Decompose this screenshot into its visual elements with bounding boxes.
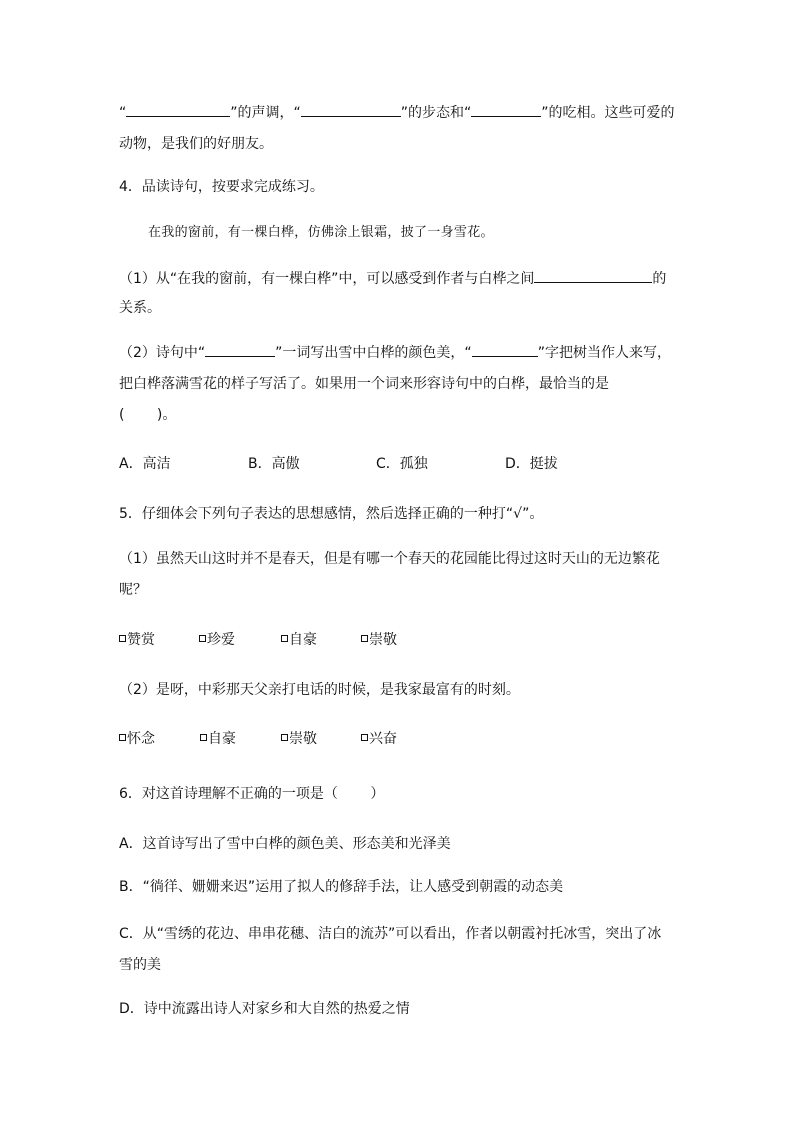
checkbox-icon[interactable] bbox=[281, 635, 288, 642]
q6-option-c-line2[interactable]: 雪的美 bbox=[119, 957, 161, 973]
q5-sub1-line2: 呢？ bbox=[119, 582, 147, 598]
poem-excerpt: 在我的窗前，有一棵白桦，仿佛涂上银霜，披了一身雪花。 bbox=[148, 225, 494, 240]
answer-blank[interactable] bbox=[301, 102, 401, 117]
q5-sub2-choice[interactable] bbox=[200, 729, 236, 749]
answer-blank[interactable] bbox=[205, 342, 275, 357]
checkbox-icon[interactable] bbox=[361, 635, 368, 642]
q5-sub2-line1: （2）是呀，中彩那天父亲打电话的时候，是我家最富有的时刻。 bbox=[119, 682, 520, 698]
checkbox-icon[interactable] bbox=[119, 635, 126, 642]
choice-label: 自豪 bbox=[289, 632, 317, 648]
q4-option-b[interactable]: B．高傲 bbox=[248, 456, 300, 472]
q5-sub1-choice[interactable] bbox=[119, 630, 155, 650]
q4-option-c[interactable]: C．孤独 bbox=[376, 456, 428, 472]
q5-sub2-choice[interactable] bbox=[361, 729, 397, 749]
checkbox-icon[interactable] bbox=[281, 734, 288, 741]
q5-heading: 5．仔细体会下列句子表达的思想感情，然后选择正确的一种打“√”。 bbox=[119, 506, 544, 522]
q3-line1 bbox=[119, 102, 675, 123]
q3-text-a: “ bbox=[119, 105, 127, 121]
checkbox-icon[interactable] bbox=[200, 734, 207, 741]
q6-option-c-line1[interactable]: C．从“雪绣的花边、串串花穗、洁白的流苏”可以看出，作者以朝霞衬托冰雪，突出了冰 bbox=[119, 926, 662, 942]
q4-sub2-text-b: ”一词写出雪中白桦的颜色美，“ bbox=[275, 345, 472, 361]
choice-label: 怀念 bbox=[127, 731, 155, 747]
q3-line2: 动物，是我们的好朋友。 bbox=[119, 136, 273, 152]
q4-sub2-text-a: （2）诗句中“ bbox=[119, 345, 206, 361]
q6-option-d[interactable]: D．诗中流露出诗人对家乡和大自然的热爱之情 bbox=[119, 1001, 410, 1017]
choice-label: 自豪 bbox=[208, 731, 236, 747]
q5-sub2-choice[interactable] bbox=[281, 729, 317, 749]
q6-option-a[interactable]: A．这首诗写出了雪中白桦的颜色美、形态美和光泽美 bbox=[119, 836, 451, 852]
q6-option-b[interactable]: B．“徜徉、姗姗来迟”运用了拟人的修辞手法，让人感受到朝霞的动态美 bbox=[119, 879, 564, 895]
choice-label: 珍爱 bbox=[207, 632, 235, 648]
q4-sub1-line1 bbox=[119, 268, 666, 289]
q3-text-d: ”的吃相。这些可爱的 bbox=[541, 105, 675, 121]
q3-text-c: ”的步态和“ bbox=[400, 105, 472, 121]
choice-label: 崇敬 bbox=[289, 731, 317, 747]
q5-sub1-choice[interactable] bbox=[199, 630, 235, 650]
q6-heading: 6．对这首诗理解不正确的一项是（ ） bbox=[119, 786, 385, 802]
checkbox-icon[interactable] bbox=[119, 734, 126, 741]
q5-sub1-line1: （1）虽然天山这时并不是春天，但是有哪一个春天的花园能比得过这时天山的无边繁花 bbox=[119, 551, 660, 567]
choice-label: 崇敬 bbox=[369, 632, 397, 648]
q4-sub1-tail: 的 bbox=[652, 271, 667, 287]
choice-label: 兴奋 bbox=[369, 731, 397, 747]
answer-blank[interactable] bbox=[126, 102, 230, 117]
checkbox-icon[interactable] bbox=[199, 635, 206, 642]
answer-blank[interactable] bbox=[472, 342, 538, 357]
answer-blank[interactable] bbox=[534, 268, 652, 283]
q4-sub2-text-c: ”字把树当作人来写， bbox=[537, 345, 671, 361]
q5-sub2-choice[interactable] bbox=[119, 729, 155, 749]
q4-sub2-line2: 把白桦落满雪花的样子写活了。如果用一个词来形容诗句中的白桦，最恰当的是 bbox=[119, 376, 609, 392]
q3-text-b: ”的声调，“ bbox=[230, 105, 301, 121]
q4-option-d[interactable]: D．挺拔 bbox=[505, 456, 558, 472]
choice-label: 赞赏 bbox=[127, 632, 155, 648]
q4-sub2-line1 bbox=[119, 342, 671, 363]
q4-heading: 4．品读诗句，按要求完成练习。 bbox=[119, 179, 324, 195]
q4-sub1-line2: 关系。 bbox=[119, 300, 161, 316]
q4-sub1-text: （1）从“在我的窗前，有一棵白桦”中，可以感受到作者与白桦之间 bbox=[119, 271, 535, 287]
checkbox-icon[interactable] bbox=[361, 734, 368, 741]
q5-sub1-choice[interactable] bbox=[281, 630, 317, 650]
answer-blank[interactable] bbox=[471, 102, 541, 117]
q5-sub1-choice[interactable] bbox=[361, 630, 397, 650]
q4-sub2-line3[interactable]: ( )。 bbox=[119, 407, 177, 423]
q4-option-a[interactable]: A．高洁 bbox=[119, 456, 171, 472]
